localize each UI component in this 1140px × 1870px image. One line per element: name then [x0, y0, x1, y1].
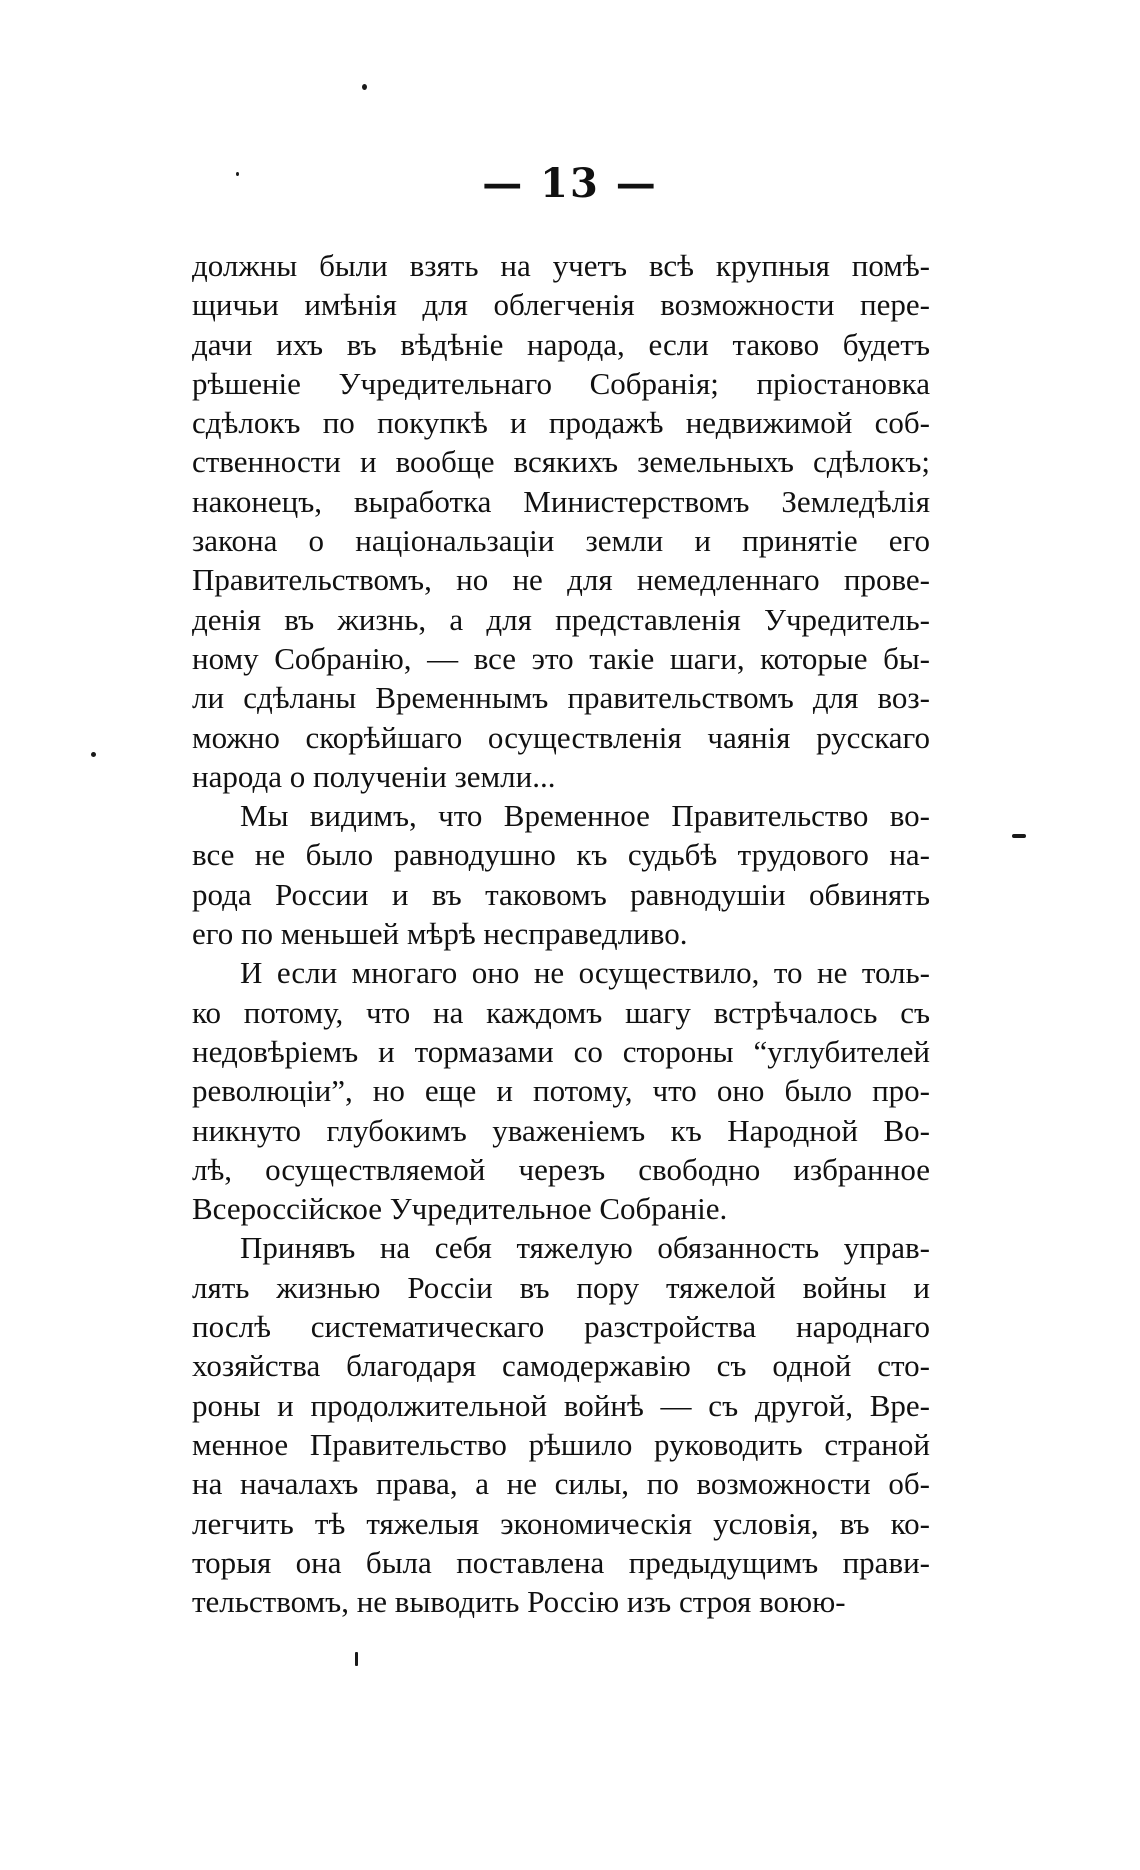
text-line: недовѣріемъ и тормазами со стороны “углубителей: [192, 1033, 930, 1069]
page-number: — 13 —: [482, 160, 658, 207]
text-line: послѣ систематическаго разстройства народнаго: [192, 1309, 930, 1345]
text-line: ственности и вообще всякихъ земельныхъ сдѣлокъ;: [192, 444, 930, 480]
print-speck: [1012, 834, 1026, 838]
text-line: все не было равнодушно къ судьбѣ трудового на-: [192, 837, 930, 873]
text-line: никнуто глубокимъ уваженіемъ къ Народной Во-: [192, 1112, 930, 1148]
print-speck: [355, 1652, 358, 1666]
text-line: Правительствомъ, но не для немедленнаго прове-: [192, 562, 930, 598]
text-line: можно скорѣйшаго осуществленія чаянія русскаго: [192, 719, 930, 755]
text-line: Принявъ на себя тяжелую обязанность управ-: [240, 1230, 930, 1266]
text-line: лять жизнью Россіи въ пору тяжелой войны и: [192, 1269, 930, 1305]
text-line: наконецъ, выработка Министерствомъ Земледѣлія: [192, 483, 930, 519]
text-line: торыя она была поставлена предыдущимъ прави-: [192, 1544, 930, 1580]
text-line: лѣ, осуществляемой черезъ свободно избранное: [192, 1151, 930, 1187]
text-line: легчить тѣ тяжелыя экономическія условія, въ ко-: [192, 1505, 930, 1541]
text-line: революціи”, но еще и потому, что оно было про-: [192, 1073, 930, 1109]
text-line: Мы видимъ, что Временное Правительство во-: [240, 798, 930, 834]
text-line: сдѣлокъ по покупкѣ и продажѣ недвижимой соб-: [192, 405, 930, 441]
text-line: щичьи имѣнія для облегченія возможности пере-: [192, 287, 930, 323]
paragraph: [192, 796, 930, 953]
paragraph: [192, 246, 930, 796]
text-line: рѣшеніе Учредительнаго Собранія; пріостановка: [192, 365, 930, 401]
text-line: ли сдѣланы Временнымъ правительствомъ для воз-: [192, 680, 930, 716]
text-line: должны были взять на учетъ всѣ крупныя помѣ-: [192, 248, 930, 283]
text-line: ко потому, что на каждомъ шагу встрѣчалось съ: [192, 994, 930, 1030]
text-line: И если многаго оно не осуществило, то не толь-: [240, 955, 930, 991]
text-line: хозяйства благодаря самодержавію съ одной сто-: [192, 1348, 930, 1384]
text-line: Всероссійское Учредительное Собраніе.: [192, 1191, 728, 1227]
print-speck: [91, 752, 96, 757]
text-line: роны и продолжительной войнѣ — съ другой, Вре-: [192, 1387, 930, 1423]
text-line: на началахъ права, а не силы, по возможности об-: [192, 1466, 930, 1502]
paragraph: [192, 1228, 930, 1621]
text-line: его по меньшей мѣрѣ несправедливо.: [192, 916, 688, 952]
text-line: менное Правительство рѣшило руководить страной: [192, 1426, 930, 1462]
text-line: ному Собранію, — все это такіе шаги, которые бы-: [192, 640, 930, 676]
text-line: тельствомъ, не выводить Россію изъ строя воюю-: [192, 1584, 846, 1620]
text-line: дачи ихъ въ вѣдѣніе народа, если таково будетъ: [192, 326, 930, 362]
text-line: народа о полученіи земли...: [192, 758, 556, 794]
text-line: денія въ жизнь, а для представленія Учредитель-: [192, 601, 930, 637]
print-speck: [362, 84, 367, 90]
body-text: [192, 246, 930, 1621]
paragraph: [192, 953, 930, 1228]
text-line: рода России и въ таковомъ равнодушіи обвинять: [192, 876, 930, 912]
text-line: закона о національзаціи земли и принятіе его: [192, 523, 930, 559]
